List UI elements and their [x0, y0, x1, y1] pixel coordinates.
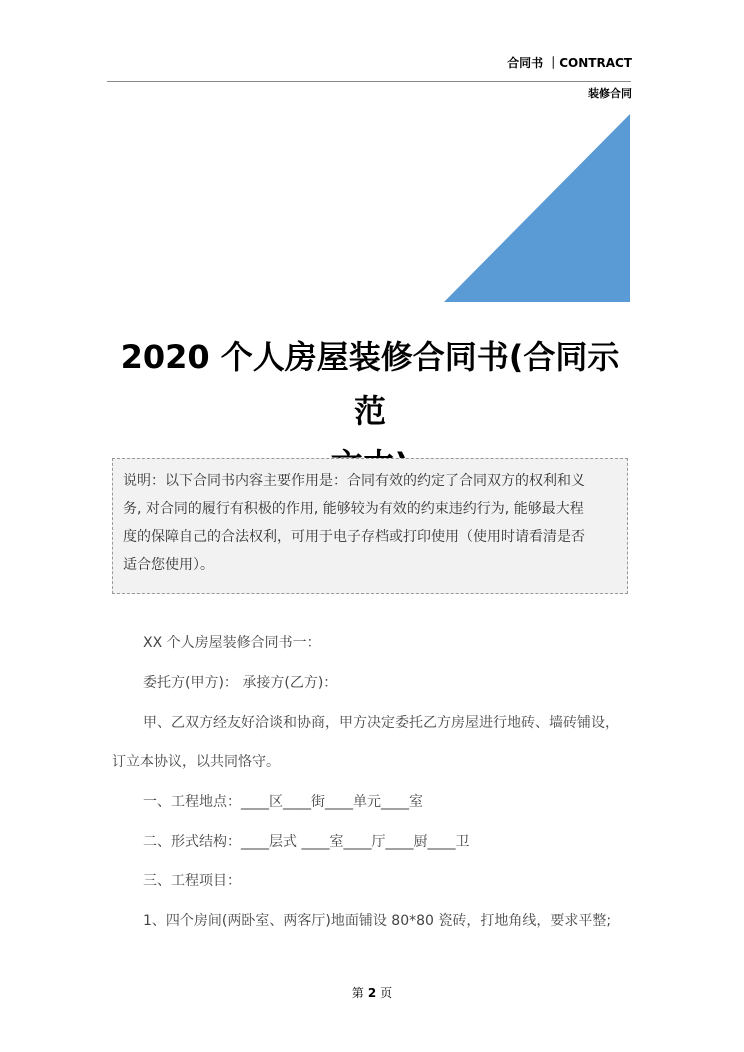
note-line-3: 度的保障自己的合法权利，可用于电子存档或打印使用（使用时请看清是否 [123, 529, 585, 545]
title-line-1: 2020 个人房屋装修合同书(合同示范 [120, 338, 620, 430]
note-line-2: 务, 对合同的履行有积极的作用, 能够较为有效的约束违约行为, 能够最大程 [123, 501, 584, 517]
clause-project-location: 一、工程地点：____区____街____单元____室 [143, 794, 423, 810]
clause-item-1: 1、四个房间(两卧室、两客厅)地面铺设 80*80 瓷砖，打地角线，要求平整; [143, 913, 612, 929]
page-footer [0, 984, 744, 1001]
contract-subtitle: XX 个人房屋装修合同书一： [143, 635, 321, 651]
parties-line: 委托方(甲方)： 承接方(乙方)： [143, 675, 338, 691]
page-suffix: 页 [380, 986, 393, 1000]
page-prefix: 第 [351, 986, 364, 1000]
description-note-box [112, 458, 628, 594]
header-category-label: 装修合同 [588, 87, 632, 100]
agreement-paragraph-line-2: 订立本协议，以共同恪守。 [112, 754, 280, 770]
page-number: 2 [367, 986, 377, 1000]
header-divider [107, 81, 631, 82]
header-contract-label: 合同书 ｜CONTRACT [507, 56, 632, 70]
clause-project-items: 三、工程项目： [143, 873, 241, 889]
agreement-paragraph-line-1: 甲、乙双方经友好洽谈和协商，甲方决定委托乙方房屋进行地砖、墙砖铺设， [143, 715, 619, 731]
clause-structure: 二、形式结构：____层式 ____室____厅____厨____卫 [143, 834, 470, 850]
note-line-4: 适合您使用）。 [123, 557, 214, 573]
note-line-1: 说明：以下合同书内容主要作用是：合同有效的约定了合同双方的权利和义 [123, 473, 585, 489]
decorative-triangle [444, 114, 630, 302]
